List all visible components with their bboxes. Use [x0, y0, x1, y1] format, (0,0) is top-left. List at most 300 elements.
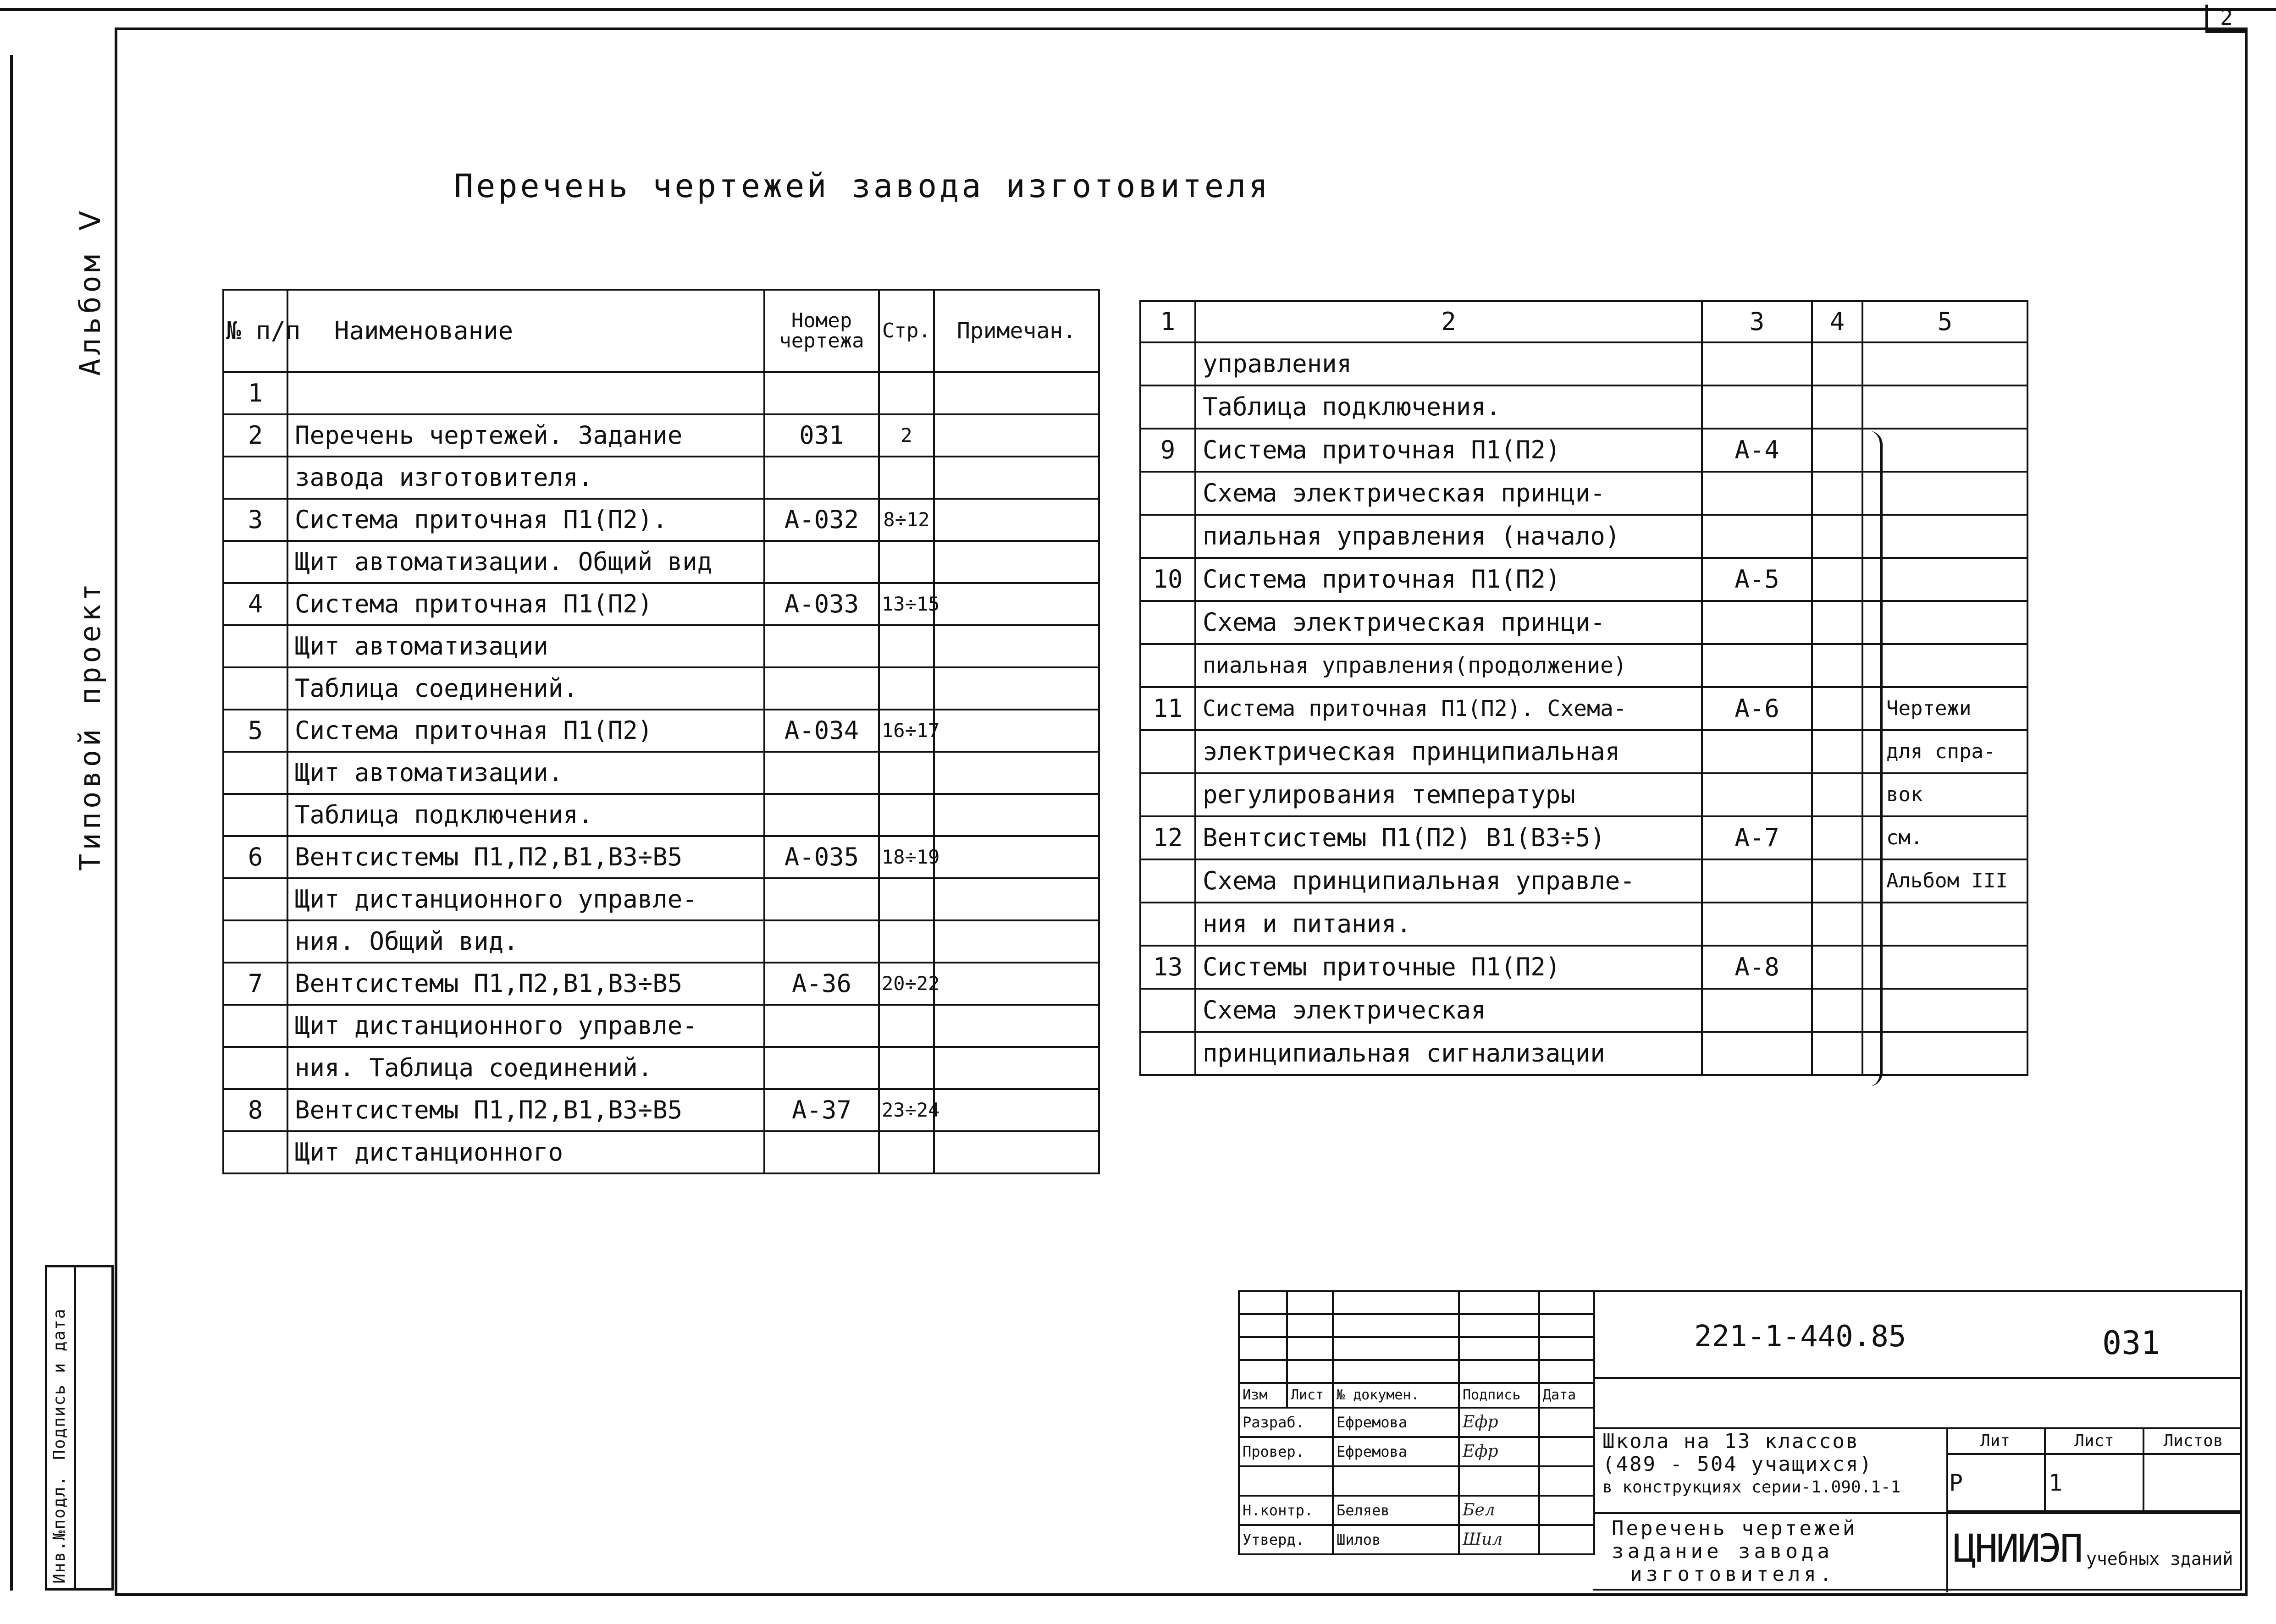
- table-row: [1140, 989, 2027, 1032]
- table-cell: 16÷17: [879, 710, 934, 752]
- table-cell: Системы приточные П1(П2): [1195, 946, 1702, 989]
- table-row: [1140, 946, 2027, 989]
- header-cell: Наименование: [287, 290, 764, 372]
- table-cell: [1862, 1032, 2027, 1075]
- table-cell: [223, 1131, 287, 1173]
- table-row: [1140, 1032, 2027, 1075]
- table-cell: Перечень чертежей. Задание: [287, 414, 764, 457]
- table-cell: Вентсистемы П1,П2,В1,В3÷В5: [287, 963, 764, 1005]
- table-cell: [1862, 385, 2027, 429]
- header-cell: 5: [1862, 301, 2027, 342]
- table-cell: 23÷24: [879, 1089, 934, 1131]
- table-row: [223, 1131, 1099, 1173]
- table-cell: [1140, 989, 1195, 1032]
- table-cell: [1140, 385, 1195, 429]
- table-cell: [764, 752, 879, 794]
- table-cell: ния. Таблица соединений.: [287, 1047, 764, 1089]
- table-row: [223, 625, 1099, 667]
- table-cell: [1140, 730, 1195, 773]
- table-cell: [934, 583, 1099, 625]
- table-cell: [223, 457, 287, 499]
- table-cell: [1702, 342, 1812, 385]
- stamp-person-name: Ефремова: [1333, 1408, 1459, 1437]
- header-cell: 3: [1702, 301, 1812, 342]
- object-line-2: (489 - 504 учащихся): [1602, 1453, 1873, 1476]
- object-line-3: в конструкциях серии-1.090.1-1: [1602, 1478, 1901, 1497]
- list-value: 1: [2045, 1454, 2143, 1511]
- table-cell: [764, 667, 879, 710]
- table-cell: 9: [1140, 429, 1195, 472]
- stamp-col-header: № докумен.: [1333, 1383, 1459, 1408]
- stamp-person-name: Шилов: [1333, 1525, 1459, 1554]
- table-cell: Щит дистанционного управле-: [287, 1005, 764, 1047]
- table-cell: ния и питания.: [1195, 903, 1702, 946]
- table-cell: 2: [223, 414, 287, 457]
- table-row: [1140, 515, 2027, 558]
- table-cell: А-8: [1702, 946, 1812, 989]
- table-row: [223, 878, 1099, 920]
- table-cell: [1862, 644, 2027, 687]
- table-cell: [1140, 644, 1195, 687]
- table-cell: [1702, 773, 1812, 816]
- table-cell: [934, 710, 1099, 752]
- stamp-code: 221-1-440.85: [1694, 1320, 1906, 1354]
- table-cell: [934, 541, 1099, 583]
- table-cell: [879, 752, 934, 794]
- stamp-cell: [1333, 1314, 1459, 1337]
- stamp-role: Разраб.: [1239, 1408, 1333, 1437]
- table-cell: А-36: [764, 963, 879, 1005]
- table-row: [223, 414, 1099, 457]
- table-cell: 10: [1140, 558, 1195, 601]
- table-cell: [1812, 859, 1862, 903]
- table-cell: Система приточная П1(П2): [287, 710, 764, 752]
- table-cell: Схема принципиальная управле-: [1195, 859, 1702, 903]
- table-cell: [1702, 730, 1812, 773]
- stamp-drawing-no: 031: [2102, 1324, 2160, 1362]
- stamp-col-header: Дата: [1539, 1383, 1594, 1408]
- table-cell: Щит автоматизации: [287, 625, 764, 667]
- stamp-date: [1539, 1466, 1594, 1496]
- table-cell: [223, 1005, 287, 1047]
- table-cell: [223, 920, 287, 963]
- top-edge-line: [0, 8, 2276, 11]
- table-cell: [764, 457, 879, 499]
- stamp-date: [1539, 1408, 1594, 1437]
- table-cell: [223, 625, 287, 667]
- list-label: Лист: [2045, 1428, 2143, 1454]
- table-cell: [223, 794, 287, 836]
- table-cell: [1702, 385, 1812, 429]
- stamp-date: [1539, 1437, 1594, 1466]
- stamp-signature-grid: [1238, 1290, 1595, 1555]
- table-row: [1140, 558, 2027, 601]
- org-subname: учебных зданий: [2086, 1549, 2233, 1569]
- table-cell: [1702, 1032, 1812, 1075]
- table-cell: [879, 1131, 934, 1173]
- table-cell: [1702, 601, 1812, 644]
- stamp-cell: [1539, 1291, 1594, 1314]
- table-cell: пиальная управления (начало): [1195, 515, 1702, 558]
- table-cell: [1812, 644, 1862, 687]
- table-cell: [1812, 687, 1862, 730]
- table-cell: [1812, 730, 1862, 773]
- table-cell: [879, 372, 934, 414]
- sheet-title-2: задание завода: [1612, 1540, 1833, 1563]
- table-cell: А-032: [764, 499, 879, 541]
- table-cell: [1140, 1032, 1195, 1075]
- table-cell: [879, 878, 934, 920]
- table-row: [1140, 429, 2027, 472]
- table-cell: [879, 457, 934, 499]
- table-cell: [1812, 903, 1862, 946]
- stamp-role-row: [1239, 1525, 1594, 1554]
- table-cell: [1140, 903, 1195, 946]
- table-cell: [764, 1047, 879, 1089]
- table-cell: 5: [223, 710, 287, 752]
- signature: Ефр: [1459, 1408, 1539, 1437]
- table-cell: управления: [1195, 342, 1702, 385]
- table-cell: [934, 414, 1099, 457]
- table-cell: [879, 625, 934, 667]
- table-row: [223, 710, 1099, 752]
- table-row: [223, 583, 1099, 625]
- table-cell: [1702, 644, 1812, 687]
- stamp-cell: [1539, 1337, 1594, 1360]
- table-cell: А-4: [1702, 429, 1812, 472]
- table-cell: Вентсистемы П1(П2) В1(В3÷5): [1195, 816, 1702, 859]
- side-stamp: [45, 1265, 114, 1591]
- stamp-cell: [1287, 1360, 1333, 1383]
- table-cell: 18÷19: [879, 836, 934, 878]
- table-cell: Вентсистемы П1,П2,В1,В3÷В5: [287, 836, 764, 878]
- stamp-cell: [1287, 1337, 1333, 1360]
- table-cell: Система приточная П1(П2): [1195, 429, 1702, 472]
- stamp-role: Утверд.: [1239, 1525, 1333, 1554]
- table-row: [1140, 816, 2027, 859]
- table-cell: [879, 920, 934, 963]
- table-cell: Схема электрическая принци-: [1195, 472, 1702, 515]
- table-cell: [1702, 903, 1812, 946]
- table-cell: А-035: [764, 836, 879, 878]
- stamp-col-header: Изм: [1239, 1383, 1287, 1408]
- table-cell: [1140, 601, 1195, 644]
- table-cell: Чертежи: [1862, 687, 2027, 730]
- object-line-1: Школа на 13 классов: [1602, 1430, 1860, 1453]
- table-cell: [1702, 472, 1812, 515]
- table-row: [1140, 385, 2027, 429]
- table-cell: [879, 1047, 934, 1089]
- table-cell: [223, 1047, 287, 1089]
- table-cell: А-033: [764, 583, 879, 625]
- table-row: [223, 752, 1099, 794]
- table-cell: [879, 794, 934, 836]
- signature: [1459, 1466, 1539, 1496]
- table-cell: Система приточная П1(П2): [1195, 558, 1702, 601]
- table-cell: [879, 1005, 934, 1047]
- table-cell: [934, 794, 1099, 836]
- stamp-cell: [1459, 1291, 1539, 1314]
- table-cell: [1862, 558, 2027, 601]
- signature: Шил: [1459, 1525, 1539, 1554]
- table-cell: [764, 541, 879, 583]
- table-row: [1140, 903, 2027, 946]
- stamp-cell: [1333, 1337, 1459, 1360]
- table-cell: А-6: [1702, 687, 1812, 730]
- table-cell: [934, 625, 1099, 667]
- table-cell: см.: [1862, 816, 2027, 859]
- table-cell: [1702, 989, 1812, 1032]
- table-cell: [1140, 472, 1195, 515]
- table-cell: [1812, 342, 1862, 385]
- table-cell: 8÷12: [879, 499, 934, 541]
- table-cell: принципиальная сигнализации: [1195, 1032, 1702, 1075]
- stamp-role-row: [1239, 1408, 1594, 1437]
- table-row: [1140, 687, 2027, 730]
- table-cell: [223, 667, 287, 710]
- side-project-label: Типовой проект: [73, 580, 107, 871]
- table-cell: [1140, 342, 1195, 385]
- stamp-cell: [1459, 1314, 1539, 1337]
- left-drawings-table: [222, 289, 1100, 1174]
- table-row: [223, 499, 1099, 541]
- table-row: [1140, 730, 2027, 773]
- table-cell: вок: [1862, 773, 2027, 816]
- stamp-cell: [1539, 1360, 1594, 1383]
- table-row: [1140, 773, 2027, 816]
- table-cell: Щит автоматизации.: [287, 752, 764, 794]
- table-cell: 2: [879, 414, 934, 457]
- table-cell: ния. Общий вид.: [287, 920, 764, 963]
- table-cell: 12: [1140, 816, 1195, 859]
- stamp-role-row: [1239, 1466, 1594, 1496]
- table-cell: Система приточная П1(П2): [287, 583, 764, 625]
- table-cell: Альбом III: [1862, 859, 2027, 903]
- table-cell: [934, 1131, 1099, 1173]
- stamp-date: [1539, 1525, 1594, 1554]
- table-cell: [1702, 859, 1812, 903]
- table-cell: [934, 1089, 1099, 1131]
- table-row: [223, 372, 1099, 414]
- stamp-role: Провер.: [1239, 1437, 1333, 1466]
- table-cell: [764, 625, 879, 667]
- header-cell: Номер чертежа: [764, 290, 879, 372]
- stamp-col-header: Подпись: [1459, 1383, 1539, 1408]
- table-cell: А-7: [1702, 816, 1812, 859]
- table-row: [1140, 859, 2027, 903]
- table-cell: [1702, 515, 1812, 558]
- org-name: ЦНИИЭП: [1953, 1526, 2082, 1571]
- table-cell: [1862, 601, 2027, 644]
- stamp-h-line: [1593, 1377, 2242, 1379]
- brace-mark: [1866, 431, 1883, 1086]
- page-title: Перечень чертежей завода изготовителя: [454, 167, 1271, 205]
- table-row: [223, 1005, 1099, 1047]
- side-sign-date-label: Подпись и дата: [50, 1308, 69, 1460]
- table-cell: [764, 794, 879, 836]
- stamp-cell: [1239, 1314, 1287, 1337]
- left-table-header: [223, 290, 1099, 372]
- table-cell: [934, 752, 1099, 794]
- stamp-cell: [1333, 1291, 1459, 1314]
- title-block: [1238, 1290, 2242, 1591]
- sheet-number: 2: [2220, 5, 2233, 30]
- table-cell: 11: [1140, 687, 1195, 730]
- table-cell: [1862, 903, 2027, 946]
- table-row: [223, 541, 1099, 583]
- table-cell: Система приточная П1(П2).: [287, 499, 764, 541]
- side-stamp-divider: [74, 1267, 76, 1588]
- table-cell: [1862, 472, 2027, 515]
- table-cell: [1862, 989, 2027, 1032]
- stamp-role: [1239, 1466, 1333, 1496]
- header-cell: 1: [1140, 301, 1195, 342]
- table-cell: [1862, 429, 2027, 472]
- stamp-cell: [1239, 1291, 1287, 1314]
- table-cell: 8: [223, 1089, 287, 1131]
- table-cell: [934, 963, 1099, 1005]
- table-cell: [1812, 515, 1862, 558]
- stamp-col-header: Лист: [1287, 1383, 1333, 1408]
- table-cell: [1140, 515, 1195, 558]
- side-album-label: Альбом Ⅴ: [73, 207, 107, 376]
- table-cell: [1862, 515, 2027, 558]
- table-cell: 7: [223, 963, 287, 1005]
- table-cell: 13: [1140, 946, 1195, 989]
- table-cell: Щит дистанционного управле-: [287, 878, 764, 920]
- table-cell: Таблица подключения.: [287, 794, 764, 836]
- table-cell: А-5: [1702, 558, 1812, 601]
- stamp-cell: [1459, 1337, 1539, 1360]
- stamp-date: [1539, 1496, 1594, 1525]
- stamp-sheet-info: [1946, 1427, 2242, 1512]
- table-cell: регулирования температуры: [1195, 773, 1702, 816]
- table-cell: [934, 499, 1099, 541]
- table-cell: 1: [223, 372, 287, 414]
- table-cell: для спра-: [1862, 730, 2027, 773]
- table-cell: [934, 1005, 1099, 1047]
- table-cell: [1140, 773, 1195, 816]
- table-cell: [934, 372, 1099, 414]
- right-drawings-table: [1139, 300, 2028, 1076]
- table-row: [223, 1047, 1099, 1089]
- table-cell: [1812, 773, 1862, 816]
- header-cell: 4: [1812, 301, 1862, 342]
- table-cell: [764, 1005, 879, 1047]
- stamp-info-area: [1593, 1290, 2242, 1591]
- table-row: [223, 667, 1099, 710]
- table-row: [1140, 644, 2027, 687]
- table-cell: Схема электрическая: [1195, 989, 1702, 1032]
- stamp-cell: [1239, 1337, 1287, 1360]
- table-cell: [934, 1047, 1099, 1089]
- table-cell: электрическая принципиальная: [1195, 730, 1702, 773]
- table-cell: [934, 457, 1099, 499]
- table-cell: [1812, 558, 1862, 601]
- table-cell: [764, 920, 879, 963]
- table-cell: Таблица подключения.: [1195, 385, 1702, 429]
- table-cell: [934, 920, 1099, 963]
- header-cell: № п/п: [223, 290, 287, 372]
- table-cell: [1812, 429, 1862, 472]
- header-cell: 2: [1195, 301, 1702, 342]
- table-cell: А-034: [764, 710, 879, 752]
- signature: Бел: [1459, 1496, 1539, 1525]
- table-cell: Схема электрическая принци-: [1195, 601, 1702, 644]
- table-cell: 6: [223, 836, 287, 878]
- table-cell: [934, 878, 1099, 920]
- signature: Ефр: [1459, 1437, 1539, 1466]
- table-row: [223, 1089, 1099, 1131]
- table-cell: Система приточная П1(П2). Схема-: [1195, 687, 1702, 730]
- header-cell: Примечан.: [934, 290, 1099, 372]
- side-inv-label: Инв.№подл.: [50, 1475, 69, 1584]
- right-table-header: [1140, 301, 2027, 342]
- stamp-h-line: [1593, 1512, 2242, 1514]
- table-cell: [223, 878, 287, 920]
- table-cell: [1812, 385, 1862, 429]
- lists-label: Листов: [2143, 1428, 2242, 1454]
- table-cell: [1812, 946, 1862, 989]
- table-cell: [223, 752, 287, 794]
- table-cell: [1862, 946, 2027, 989]
- table-cell: Таблица соединений.: [287, 667, 764, 710]
- table-cell: [1812, 989, 1862, 1032]
- table-cell: [1812, 1032, 1862, 1075]
- table-cell: [1140, 859, 1195, 903]
- table-cell: [1812, 816, 1862, 859]
- stamp-cell: [1333, 1360, 1459, 1383]
- table-cell: [1862, 342, 2027, 385]
- table-cell: А-37: [764, 1089, 879, 1131]
- stamp-person-name: Беляев: [1333, 1496, 1459, 1525]
- stamp-person-name: Ефремова: [1333, 1437, 1459, 1466]
- table-row: [223, 920, 1099, 963]
- table-cell: [223, 541, 287, 583]
- table-cell: 031: [764, 414, 879, 457]
- table-row: [223, 836, 1099, 878]
- header-cell: Стр.: [879, 290, 934, 372]
- table-cell: завода изготовителя.: [287, 457, 764, 499]
- sheet-title-3: изготовителя.: [1630, 1563, 1836, 1586]
- table-cell: [1812, 472, 1862, 515]
- table-row: [223, 963, 1099, 1005]
- lists-value: [2143, 1454, 2242, 1511]
- table-cell: Щит автоматизации. Общий вид: [287, 541, 764, 583]
- table-cell: [287, 372, 764, 414]
- stamp-role: Н.контр.: [1239, 1496, 1333, 1525]
- sheet-title-1: Перечень чертежей: [1612, 1517, 1857, 1540]
- table-row: [223, 457, 1099, 499]
- stamp-cell: [1459, 1360, 1539, 1383]
- lit-value: Р: [1946, 1454, 2045, 1511]
- table-cell: [879, 541, 934, 583]
- stamp-cell: [1287, 1314, 1333, 1337]
- table-cell: [764, 878, 879, 920]
- table-cell: пиальная управления(продолжение): [1195, 644, 1702, 687]
- table-cell: Щит дистанционного: [287, 1131, 764, 1173]
- table-row: [1140, 601, 2027, 644]
- sheet-number-box: [2205, 5, 2245, 33]
- stamp-role-row: [1239, 1437, 1594, 1466]
- table-row: [1140, 472, 2027, 515]
- table-cell: 3: [223, 499, 287, 541]
- table-cell: Вентсистемы П1,П2,В1,В3÷В5: [287, 1089, 764, 1131]
- stamp-cell: [1239, 1360, 1287, 1383]
- stamp-role-row: [1239, 1496, 1594, 1525]
- table-cell: [764, 1131, 879, 1173]
- stamp-cell: [1539, 1314, 1594, 1337]
